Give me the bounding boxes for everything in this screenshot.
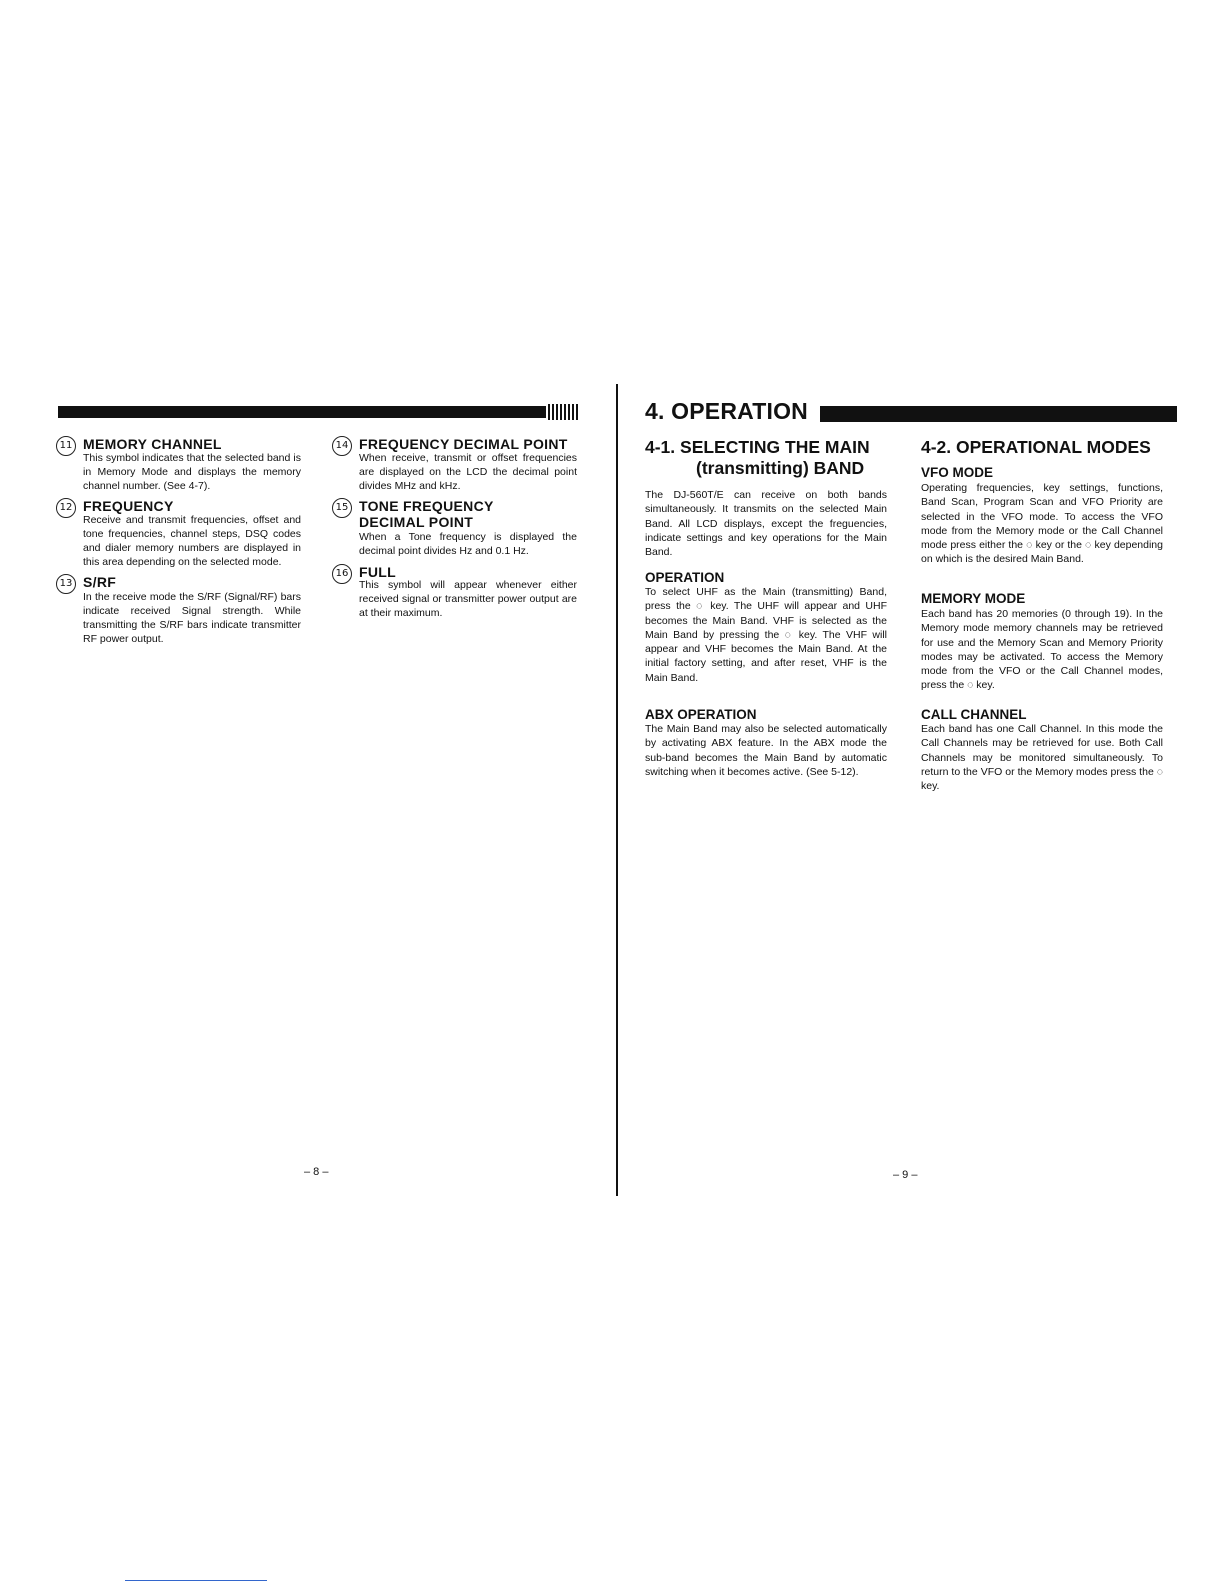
call-channel-heading: CALL CHANNEL [921, 707, 1027, 722]
abx-operation-heading: ABX OPERATION [645, 707, 757, 722]
operation-heading: OPERATION [645, 570, 725, 585]
item-body-tone-frequency: When a Tone frequency is displayed the decimal point divides Hz and 0.1 Hz. [359, 531, 577, 557]
item-body-srf: In the receive mode the S/RF (Signal/RF) bars indicate received Signal strength. While transmitting the S/RF bars indicate transmitter RF power output. [83, 591, 301, 645]
item-body-frequency: Receive and transmit frequencies, offset and tone frequencies, channel steps, DSQ codes and dialer memory numbers are displayed in this area depending on the selected mode. [83, 514, 301, 568]
item-title-frequency: FREQUENCY [83, 498, 174, 514]
bottom-link-underline [125, 1580, 267, 1581]
section-42-title: 4-2. OPERATIONAL MODES [921, 437, 1151, 457]
item-number-14: 14 [332, 436, 352, 456]
header-stripes [548, 404, 580, 420]
item-body-frequency-decimal-point: When receive, transmit or offset frequencies are displayed on the LCD the decimal point divides MHz and kHz. [359, 452, 577, 492]
left-header-bar [58, 406, 546, 418]
operation-body: To select UHF as the Main (transmitting) Band, press the ◌ key. The UHF will appear and UHF becomes the Main Band. VHF is selected as the Main Band by pressing the ◌ key. The VHF will appear and VHF becomes the Main Band. At the initial factory setting, and after reset, VHF is the Main Band. [645, 586, 887, 684]
section-41-title: 4-1. SELECTING THE MAIN [645, 437, 870, 457]
memory-mode-body: Each band has 20 memories (0 through 19). In the Memory mode memory channels may be retrieved for use and the Memory Scan and Memory Priority modes may be activated. To access the Memory mode from the VFO or the Call Channel modes, press the ◌ key. [921, 608, 1163, 692]
memory-mode-heading: MEMORY MODE [921, 591, 1026, 606]
item-title-decimal-point: DECIMAL POINT [359, 514, 474, 530]
item-title-memory-channel: MEMORY CHANNEL [83, 436, 222, 452]
page-number-right: – 9 – [893, 1169, 918, 1181]
abx-operation-body: The Main Band may also be selected automatically by activating ABX feature. In the ABX mode the sub-band becomes the Main Band by automatic switching when it becomes active. (See 5-12). [645, 723, 887, 778]
page-number-left: – 8 – [304, 1166, 329, 1178]
item-number-12: 12 [56, 498, 76, 518]
chapter-title: 4. OPERATION [645, 398, 808, 424]
page-divider [616, 384, 618, 1196]
item-number-16: 16 [332, 564, 352, 584]
item-body-full: This symbol will appear whenever either received signal or transmitter power output are at their maximum. [359, 579, 577, 619]
item-title-srf: S/RF [83, 574, 117, 590]
item-title-full: FULL [359, 564, 396, 580]
item-number-15: 15 [332, 498, 352, 518]
item-title-tone-frequency: TONE FREQUENCY [359, 498, 494, 514]
call-channel-body: Each band has one Call Channel. In this mode the Call Channels may be retrieved for use. Both Call Channels may be monitored simultaneously. To return to the VFO or the Memory modes press the ◌ key. [921, 723, 1163, 793]
item-number-13: 13 [56, 574, 76, 594]
vfo-mode-body: Operating frequencies, key settings, functions, Band Scan, Program Scan and VFO Priority are selected in the VFO mode. To access the VFO mode from the Memory mode or the Call Channel mode press either the ◌ key or the ◌ key depending on which is the desired Main Band. [921, 482, 1163, 566]
item-number-11: 11 [56, 436, 76, 456]
right-header-bar [820, 406, 1177, 422]
section-41-intro: The DJ-560T/E can receive on both bands simultaneously. It transmits on the selected Main Band. All LCD displays, except the freguencies, indicate settings and key operations for the Main Band. [645, 489, 887, 559]
item-title-frequency-decimal-point: FREQUENCY DECIMAL POINT [359, 436, 568, 452]
vfo-mode-heading: VFO MODE [921, 465, 994, 480]
item-body-memory-channel: This symbol indicates that the selected band is in Memory Mode and displays the memory channel number. (See 4-7). [83, 452, 301, 492]
section-41-subtitle: (transmitting) BAND [696, 458, 865, 478]
